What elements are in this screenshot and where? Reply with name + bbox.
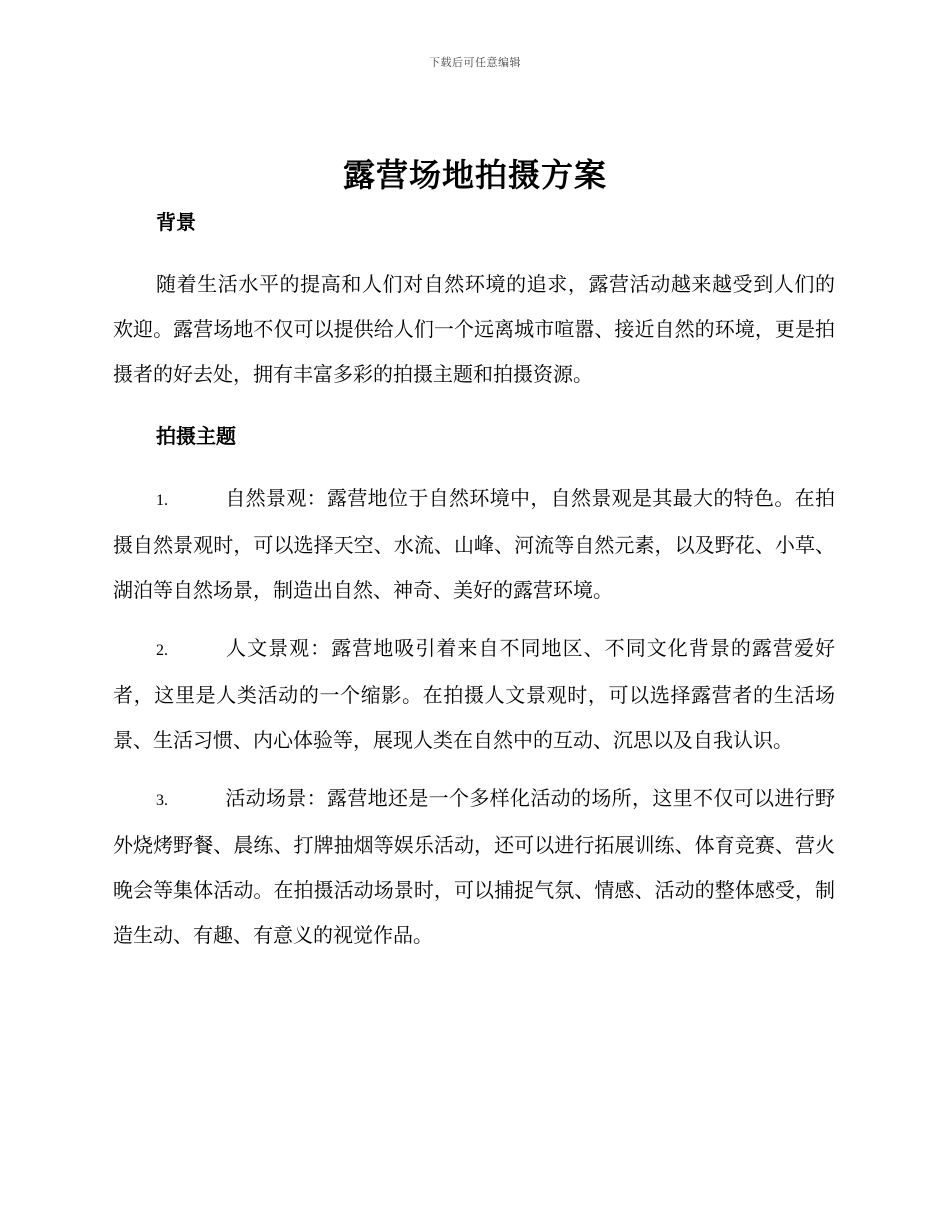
list-item-number: 2. xyxy=(156,642,168,659)
list-item-number: 3. xyxy=(156,792,168,809)
list-item xyxy=(113,776,835,958)
document-body xyxy=(113,206,835,958)
list-item xyxy=(113,626,835,763)
list-item-text: 活动场景：露营地还是一个多样化活动的场所，这里不仅可以进行野外烧烤野餐、晨练、打牌抽烟等娱乐活动，还可以进行拓展训练、体育竞赛、营火晚会等集体活动。在拍摄活动场景时，可以捕捉气氛、情感、活动的整体感受，制造生动、有趣、有意义的视觉作品。 xyxy=(113,786,835,947)
document-title: 露营场地拍摄方案 xyxy=(342,156,607,194)
list-item xyxy=(113,476,835,613)
section-heading-background: 背景 xyxy=(156,210,196,234)
background-paragraph: 随着生活水平的提高和人们对自然环境的追求，露营活动越来越受到人们的欢迎。露营场地不仅可以提供给人们一个远离城市喧嚣、接近自然的环境，更是拍摄者的好去处，拥有丰富多彩的拍摄主题和拍摄资源。 xyxy=(113,272,835,386)
page-header-note: 下载后可任意编辑 xyxy=(429,56,521,69)
list-item-text: 人文景观：露营地吸引着来自不同地区、不同文化背景的露营爱好者，这里是人类活动的一个缩影。在拍摄人文景观时，可以选择露营者的生活场景、生活习惯、内心体验等，展现人类在自然中的互动、沉思以及自我认识。 xyxy=(113,636,835,752)
list-item-number: 1. xyxy=(156,492,168,509)
section-heading-shooting-themes: 拍摄主题 xyxy=(156,424,236,448)
list-item-text: 自然景观：露营地位于自然环境中，自然景观是其最大的特色。在拍摄自然景观时，可以选择天空、水流、山峰、河流等自然元素，以及野花、小草、湖泊等自然场景，制造出自然、神奇、美好的露营环境。 xyxy=(113,486,835,602)
